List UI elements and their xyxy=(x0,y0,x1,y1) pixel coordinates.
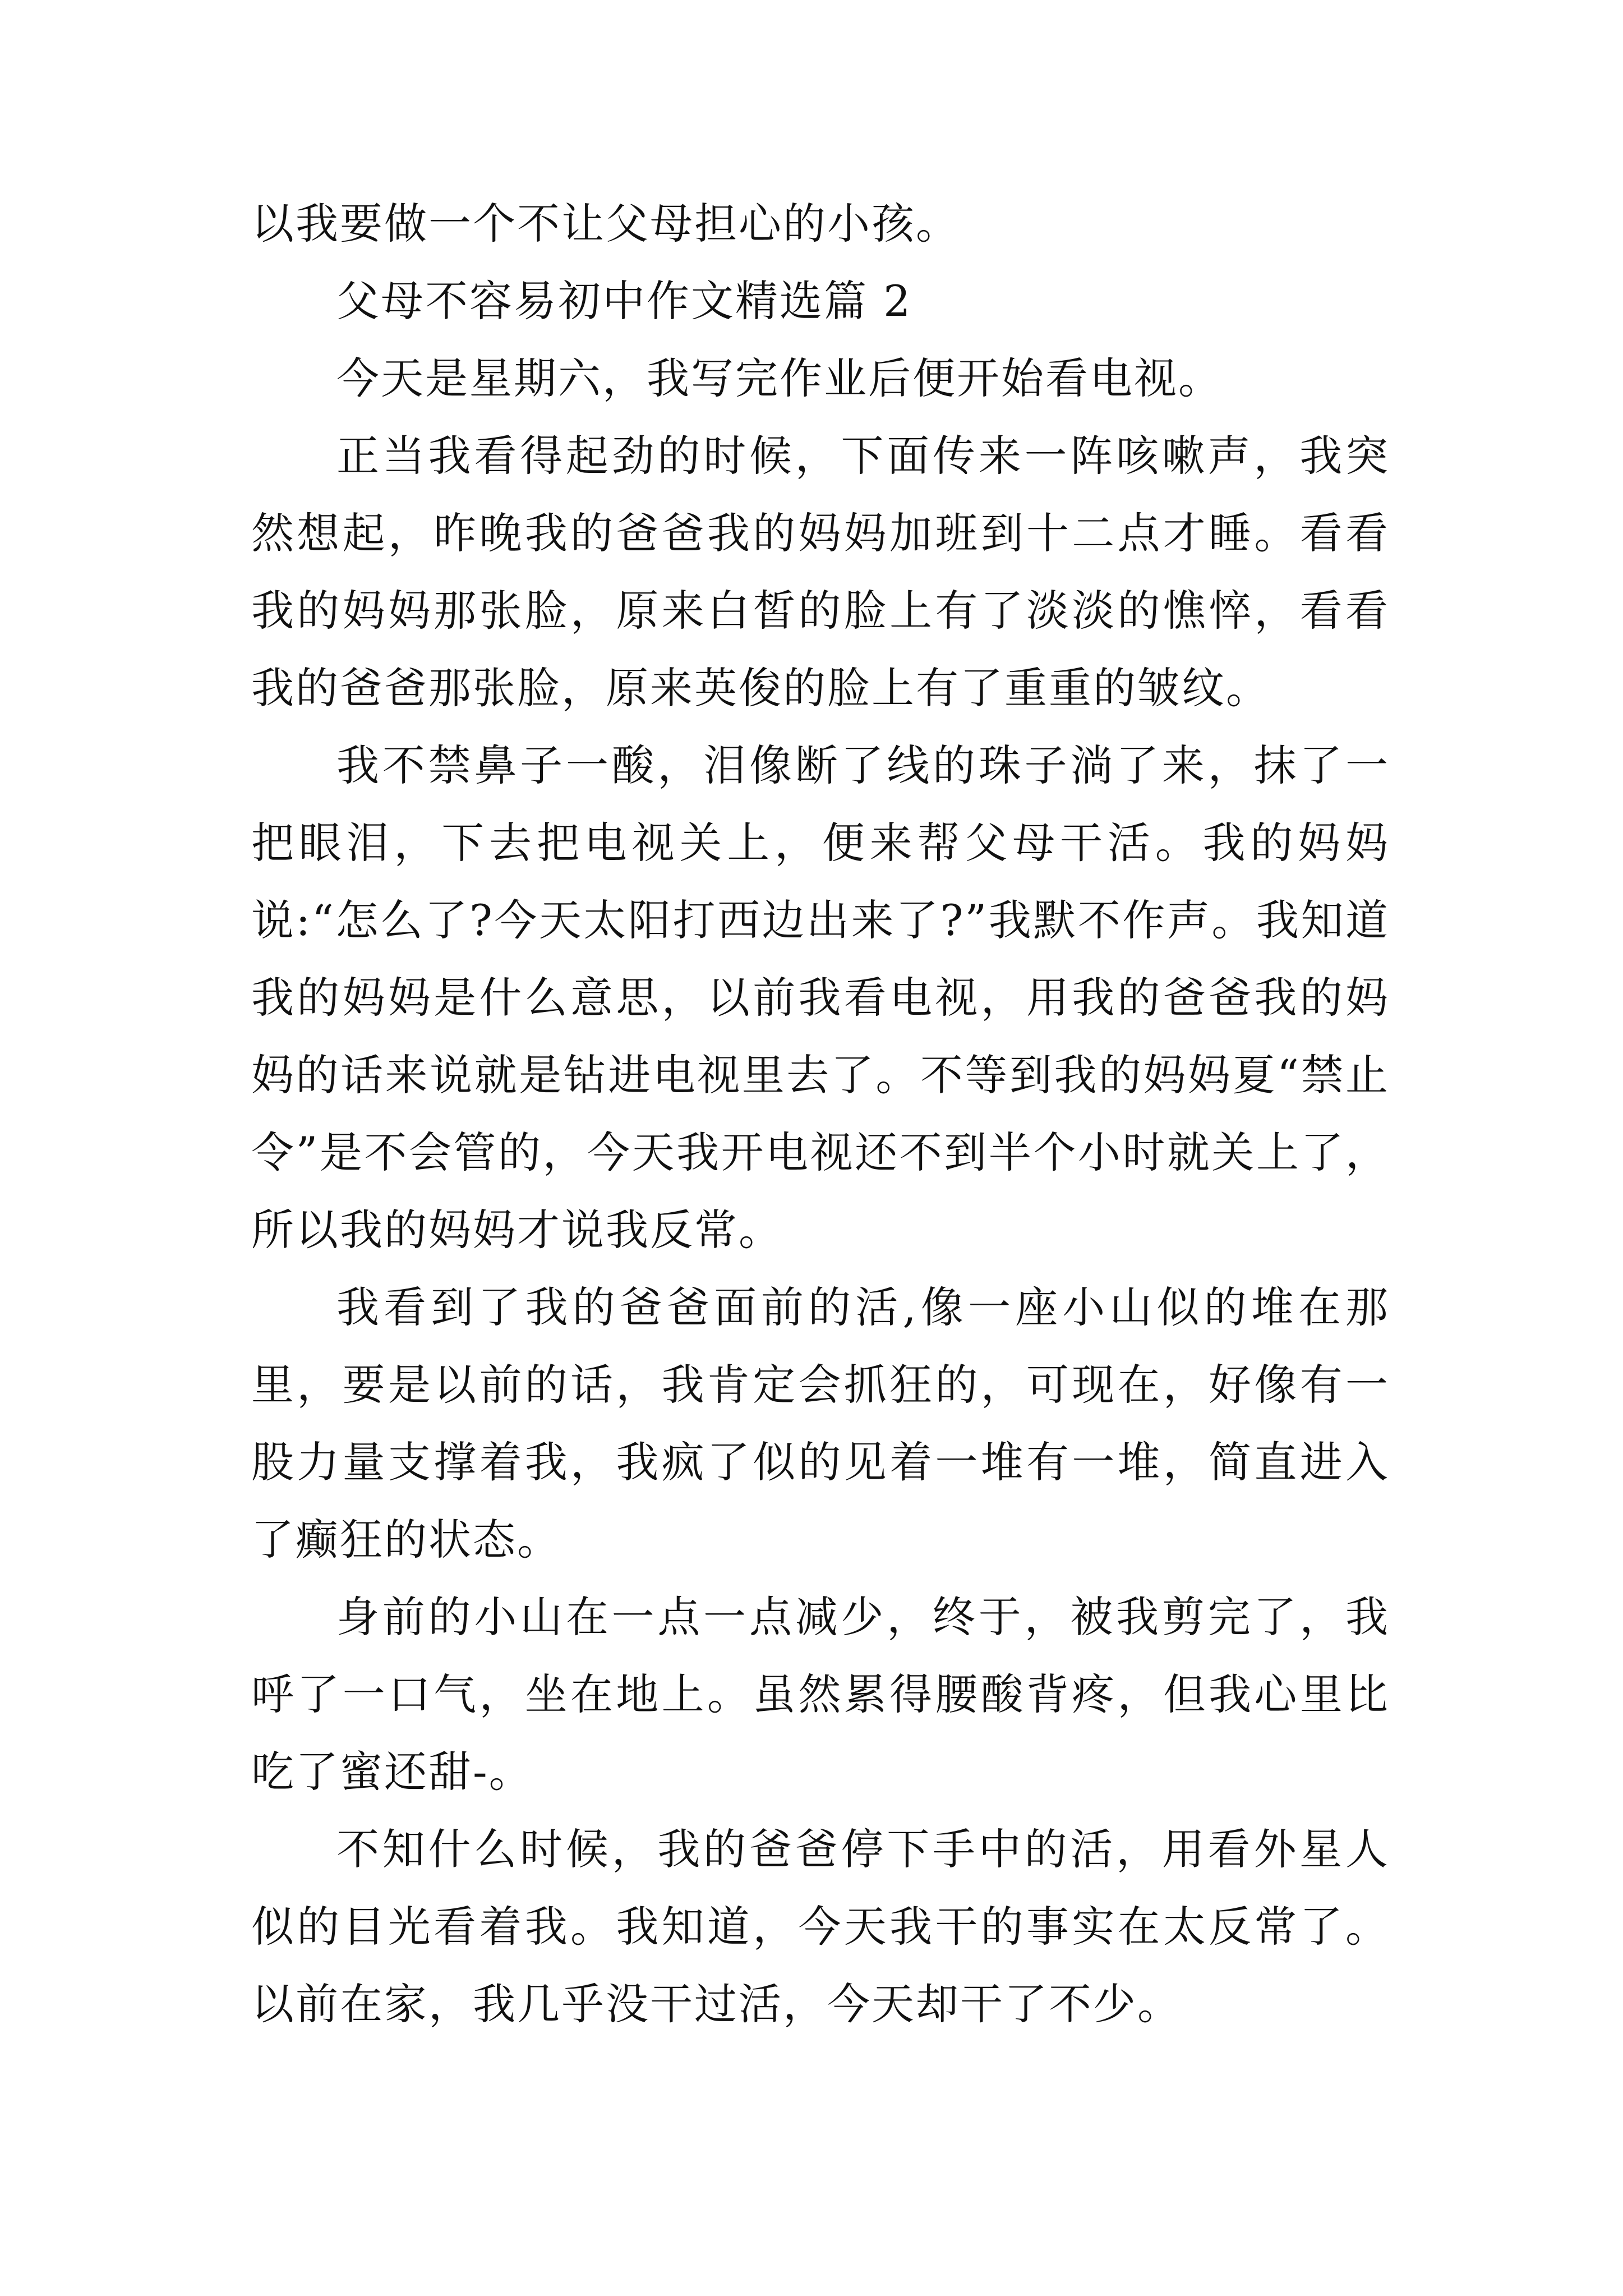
document-body xyxy=(251,185,1390,2043)
paragraph: 身前的小山在一点一点减少，终于，被我剪完了，我呼了一口气，坐在地上。虽然累得腰酸背疼，但我心里比吃了蜜还甜-。 xyxy=(251,1592,1390,1797)
paragraph: 今天是星期六，我写完作业后便开始看电视。 xyxy=(336,353,1223,403)
paragraph: 不知什么时候，我的爸爸停下手中的活，用看外星人似的目光看着我。我知道，今天我干的事实在太反常了。以前在家，我几乎没干过活，今天却干了不少。 xyxy=(251,1824,1390,2029)
section-heading: 父母不容易初中作文精选篇 2 xyxy=(336,276,912,326)
paragraph-continued: 以我要做一个不让父母担心的小孩。 xyxy=(251,199,960,249)
paragraph: 正当我看得起劲的时候，下面传来一阵咳嗽声，我突然想起，昨晚我的爸爸我的妈妈加班到十二点才睡。看看我的妈妈那张脸，原来白皙的脸上有了淡淡的憔悴，看看我的爸爸那张脸，原来英俊的脸上有了重重的皱纹。 xyxy=(251,431,1390,713)
paragraph: 我不禁鼻子一酸，泪像断了线的珠子淌了来，抹了一把眼泪，下去把电视关上，便来帮父母干活。我的妈妈说:“怎么了?今天太阳打西边出来了?”我默不作声。我知道我的妈妈是什么意思，以前我看电视，用我的爸爸我的妈妈的话来说就是钻进电视里去了。不等到我的妈妈夏“禁止令”是不会管的，今天我开电视还不到半个小时就关上了，所以我的妈妈才说我反常。 xyxy=(251,740,1390,1255)
paragraph: 我看到了我的爸爸面前的活,像一座小山似的堆在那里，要是以前的话，我肯定会抓狂的，可现在，好像有一股力量支撑着我，我疯了似的见着一堆有一堆，简直进入了癫狂的状态。 xyxy=(251,1282,1390,1565)
